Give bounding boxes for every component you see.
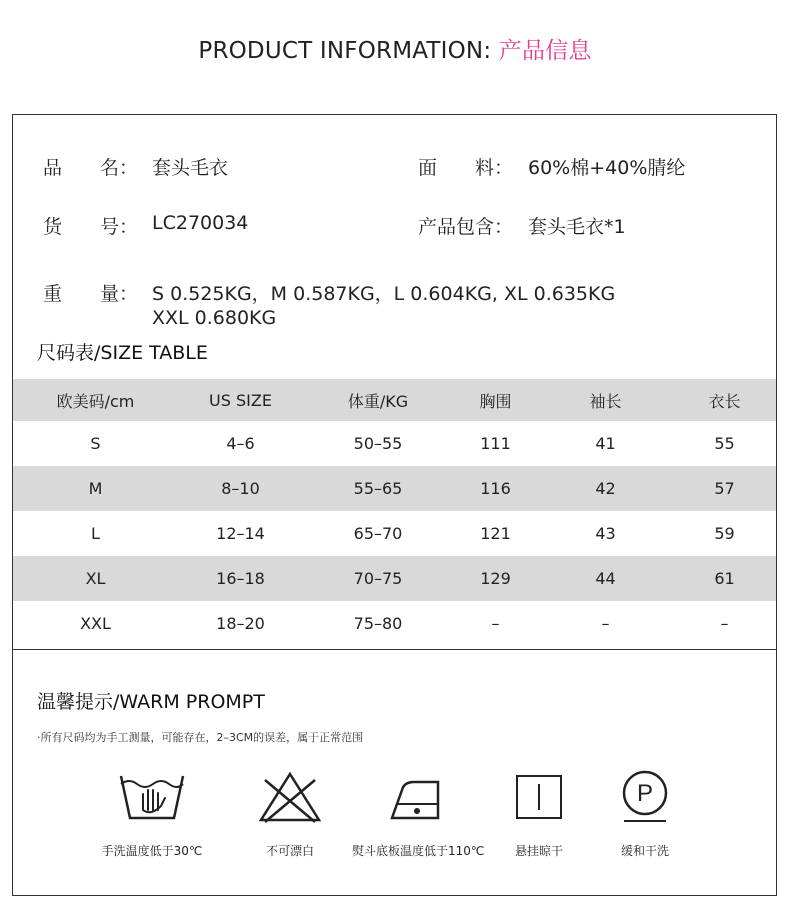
cell-weight: 75–80 [353, 614, 403, 633]
cell-size: M [13, 466, 178, 511]
cell-length: 59 [714, 524, 735, 543]
cell-us-size: 8–10 [178, 466, 303, 511]
cell-length: – [720, 614, 729, 633]
cell-chest: – [491, 614, 500, 633]
measurement-note: ·所有尺码均为手工测量，可能存在，2–3CM的误差，属于正常范围 [37, 731, 364, 744]
cell-length: 61 [673, 556, 776, 601]
header-us-size: US SIZE [178, 379, 303, 421]
title-chinese: 产品信息 [498, 38, 592, 64]
cell-sleeve: 44 [538, 556, 673, 601]
title-english: PRODUCT INFORMATION: [198, 38, 492, 64]
cell-us-size: 18–20 [216, 614, 265, 633]
cell-size: XXL [80, 614, 111, 633]
cell-size: L [91, 524, 100, 543]
care-label: 不可漂白 [265, 844, 314, 858]
header-eu-size: 欧美码/cm [13, 379, 178, 421]
care-item-hand-wash [87, 770, 217, 859]
table-row [13, 556, 776, 601]
sku-value: LC270034 [152, 212, 249, 234]
care-item-no-bleach [225, 770, 355, 859]
table-row [13, 601, 776, 646]
cell-weight: 55–65 [303, 466, 453, 511]
cell-length: 57 [673, 466, 776, 511]
cell-size: S [90, 434, 101, 453]
table-row [13, 511, 776, 556]
cell-us-size: 16–18 [178, 556, 303, 601]
sku-label: 货 号： [43, 216, 139, 238]
cell-length: 55 [714, 434, 735, 453]
svg-text:P: P [636, 780, 654, 807]
cell-sleeve: 43 [595, 524, 616, 543]
name-label: 品 名： [43, 157, 139, 179]
cell-weight: 70–75 [303, 556, 453, 601]
header-chest: 胸围 [453, 379, 538, 421]
cell-us-size: 4–6 [226, 434, 255, 453]
line-dry-icon [504, 770, 574, 826]
cell-sleeve: 42 [538, 466, 673, 511]
dry-clean-p-icon [610, 770, 680, 826]
name-value: 套头毛衣 [152, 157, 229, 179]
table-row [13, 421, 776, 466]
package-label: 产品包含： [418, 216, 514, 238]
size-table [13, 379, 776, 646]
cell-weight: 50–55 [353, 434, 403, 453]
section-divider [13, 649, 776, 650]
size-table-title: 尺码表/SIZE TABLE [37, 342, 208, 364]
care-item-dry-clean [580, 770, 710, 859]
page-title [0, 32, 790, 65]
cell-size: XL [13, 556, 178, 601]
cell-sleeve: 41 [595, 434, 616, 453]
care-label: 缓和干洗 [620, 844, 669, 858]
cell-sleeve: – [601, 614, 610, 633]
cell-chest: 129 [453, 556, 538, 601]
cell-weight: 65–70 [353, 524, 403, 543]
size-table-header [13, 379, 776, 421]
care-item-iron [352, 770, 485, 859]
weight-value-line1: S 0.525KG，M 0.587KG，L 0.604KG, XL 0.635KG [152, 283, 616, 305]
material-label: 面 料： [418, 157, 514, 179]
no-bleach-icon [255, 770, 325, 826]
iron-icon [382, 770, 452, 826]
cell-chest: 111 [480, 434, 511, 453]
header-sleeve: 袖长 [538, 379, 673, 421]
warm-prompt-title: 温馨提示/WARM PROMPT [37, 691, 265, 713]
material-value: 60%棉+40%腈纶 [528, 157, 686, 179]
weight-label: 重 量： [43, 283, 139, 305]
cell-chest: 116 [453, 466, 538, 511]
cell-us-size: 12–14 [216, 524, 265, 543]
care-label: 手洗温度低于30℃ [101, 844, 203, 858]
care-label: 悬挂晾干 [514, 844, 563, 858]
hand-wash-icon [117, 770, 187, 826]
table-row [13, 466, 776, 511]
product-info-panel [12, 114, 777, 896]
weight-value-line2: XXL 0.680KG [152, 307, 277, 329]
cell-chest: 121 [480, 524, 511, 543]
header-length: 衣长 [673, 379, 776, 421]
care-label: 熨斗底板温度低于110℃ [352, 844, 485, 858]
package-value: 套头毛衣*1 [528, 216, 626, 238]
header-weight: 体重/KG [303, 379, 453, 421]
